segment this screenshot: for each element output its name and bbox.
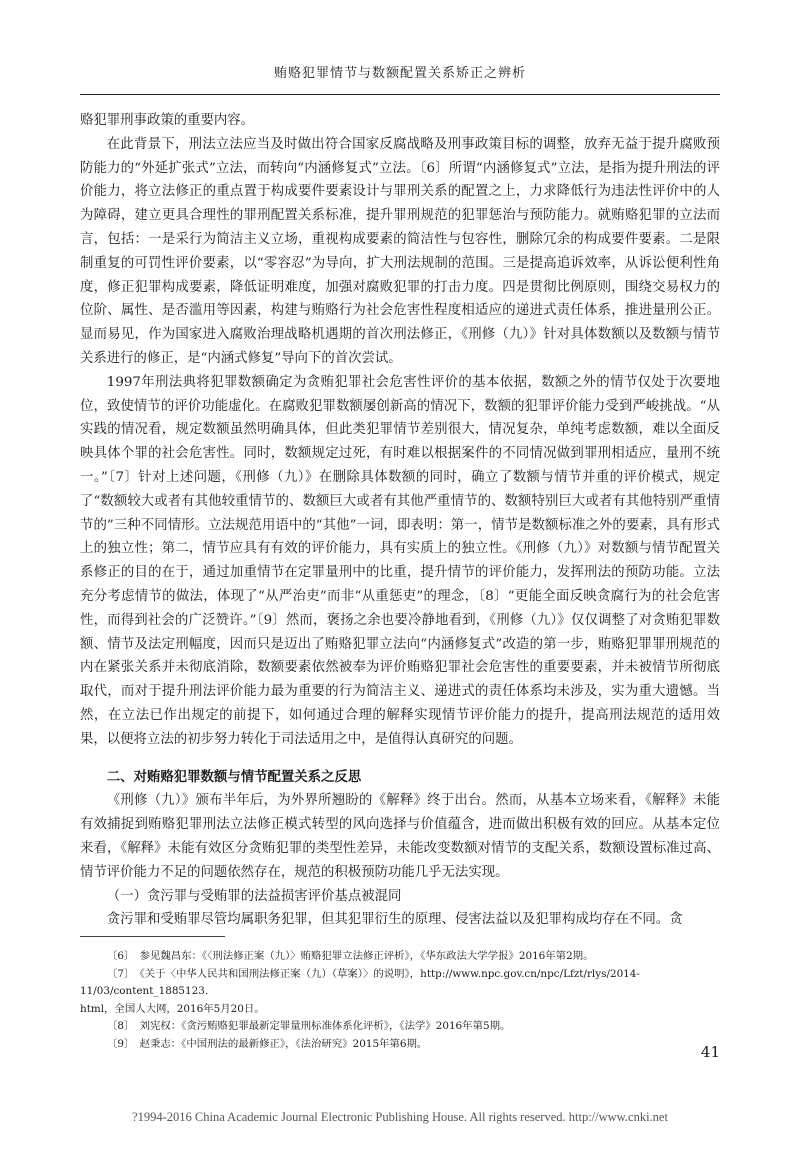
footnote-continuation: html，全国人大网，2016年5月20日。	[80, 1002, 265, 1015]
body-paragraph: 赂犯罪刑事政策的重要内容。	[80, 113, 255, 128]
paragraph-gap	[80, 752, 720, 766]
footnote-item: 〔8〕 刘宪权：《贪污贿赂犯罪最新定罪量刑标准体系化评析》，《法学》2016年第5期。	[107, 1020, 511, 1032]
body-paragraph: 《刑修（九）》颁布半年后，为外界所翘盼的《解释》终于出台。然而，从基本立场来看，《解释》未能有效捕捉到贿赂犯罪刑法立法修正模式转型的风向选择与价值蕴含，进而做出积极有效的回应。从基本定位来看，《解释》未能有效区分贪贿犯罪的类型性差异，未能改变数额对情节的支配关系，数额设置标准过高、情节评价能力不足的问题依然存在，规范的积极预防功能几乎无法实现。	[80, 793, 720, 880]
copyright-footer: ?1994-2016 China Academic Journal Electronic Publishing House. All rights reserved. http://www.cnki.net	[132, 1110, 668, 1124]
page-number: 41	[700, 1043, 720, 1061]
header-rule	[80, 94, 720, 95]
article-body	[80, 109, 720, 932]
subsection-heading: （一）贪污罪与受贿罪的法益损害评价基点被混同	[106, 888, 402, 904]
section-heading: 二、对贿赂犯罪数额与情节配置关系之反思	[106, 768, 362, 785]
body-paragraph: 1997年刑法典将犯罪数额确定为贪贿犯罪社会危害性评价的基本依据，数额之外的情节仅处于次要地位，致使情节的评价功能虚化。在腐败犯罪数额屡创新高的情况下，数额的犯罪评价能力受到严峻挑战。“从实践的情况看，规定数额虽然明确具体，但此类犯罪情节差别很大，情况复杂，单纯考虑数额，难以全面反映具体个罪的社会危害性。同时，数额规定过死，有时难以根据案件的不同情况做到罪刑相适应，量刑不统一。”〔7〕针对上述问题，《刑修（九）》在删除具体数额的同时，确立了数额与情节并重的评价模式，规定了“数额较大或者有其他较重情节的、数额巨大或者有其他严重情节的、数额特别巨大或者有其他特别严重情节的”三种不同情形。立法规范用语中的“其他”一词，即表明：第一，情节是数额标准之外的要素，具有形式上的独立性；第二，情节应具有有效的评价能力，具有实质上的独立性。《刑修（九）》对数额与情节配置关系修正的目的在于，通过加重情节在定罪量刑中的比重，提升情节的评价能力，发挥刑法的预防功能。立法充分考虑情节的做法，体现了“从严治吏”而非“从重惩吏”的理念，〔8〕“更能全面反映贪腐行为的社会危害性，而得到社会的广泛赞许。”〔9〕然而，褒扬之余也要冷静地看到，《刑修（九）》仅仅调整了对贪贿犯罪数额、情节及法定刑幅度，因而只是迈出了贿赂犯罪立法向“内涵修复式”改造的第一步，贿赂犯罪罪刑规范的内在紧张关系并未彻底消除，数额要素依然被奉为评价贿赂犯罪社会危害性的重要要素，并未被情节所彻底取代，而对于提升刑法评价能力最为重要的行为简洁主义、递进式的责任体系均未涉及，实为重大遗憾。当然，在立法已作出规定的前提下，如何通过合理的解释实现情节评价能力的提升，提高刑法规范的适用效果，以便将立法的初步努力转化于司法适用之中，是值得认真研究的问题。	[80, 374, 720, 747]
body-paragraph: 贪污罪和受贿罪尽管均属职务犯罪，但其犯罪衍生的原理、侵害法益以及犯罪构成均存在不同。贪	[106, 912, 683, 928]
footnotes	[80, 948, 720, 1053]
body-paragraph: 在此背景下，刑法立法应当及时做出符合国家反腐战略及刑事政策目标的调整，放弃无益于提升腐败预防能力的“外延扩张式”立法，而转向“内涵修复式”立法。〔6〕所谓“内涵修复式”立法，是指为提升刑法的评价能力，将立法修正的重点置于构成要件要素设计与罪刑关系的配置之上，力求降低行为违法性评价中的人为障碍，建立更具合理性的罪刑配置关系标准，提升罪刑规范的犯罪惩治与预防能力。就贿赂犯罪的立法而言，包括：一是采行为简洁主义立场，重视构成要素的简洁性与包容性，删除冗余的构成要件要素。二是限制重复的可罚性评价要素，以“零容忍”为导向，扩大刑法规制的范围。三是提高追诉效率，从诉讼便利性角度，修正犯罪构成要素，降低证明难度，加强对腐败犯罪的打击力度。四是贯彻比例原则，围绕交易权力的位阶、属性、是否滥用等因素，构建与贿赂行为社会危害性程度相适应的递进式责任体系，推进量刑公正。显而易见，作为国家进入腐败治理战略机遇期的首次刑法修正，《刑修（九）》针对具体数额以及数额与情节关系进行的修正，是“内涵式修复”导向下的首次尝试。	[80, 136, 720, 366]
running-header: 贿赂犯罪情节与数额配置关系矫正之辨析	[273, 66, 526, 81]
footnote-rule	[80, 936, 225, 937]
footnote-item: 〔6〕 参见魏昌东：《〈刑法修正案（九）〉贿赂犯罪立法修正评析》，《华东政法大学学报》2016年第2期。	[107, 950, 594, 962]
footnote-item: 〔7〕 《关于〈中华人民共和国刑法修正案（九）（草案）〉的说明》，http://www.npc.gov.cn/npc/Lfzt/rlys/2014-11/03/content_1885123.	[80, 967, 640, 997]
footnote-item: 〔9〕 赵秉志：《中国刑法的最新修正》，《法治研究》2015年第6期。	[107, 1037, 428, 1050]
